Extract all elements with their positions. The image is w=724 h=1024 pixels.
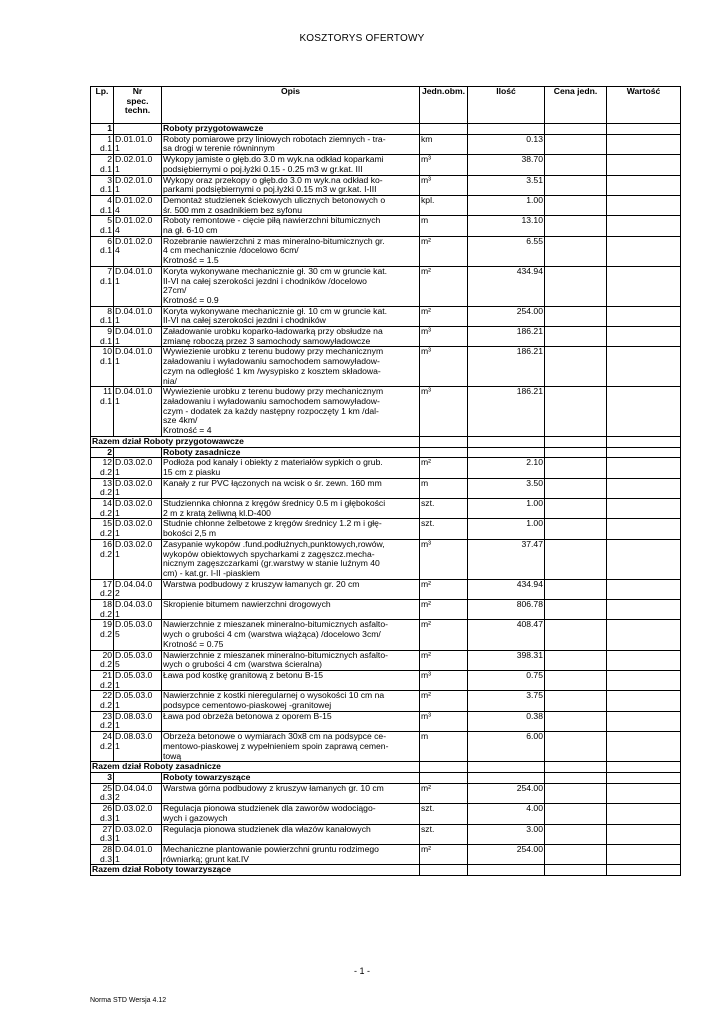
item-wartosc xyxy=(607,327,681,347)
header-wartosc: Wartość xyxy=(607,87,681,124)
table-row xyxy=(91,478,681,498)
item-lp: 23 d.2 xyxy=(91,711,114,731)
section-wartosc-cell xyxy=(607,773,681,784)
footer-version: Norma STD Wersja 4.12 xyxy=(90,997,167,1004)
item-wartosc xyxy=(607,266,681,306)
header-jednostka: Jedn.obm. xyxy=(420,87,468,124)
item-nr-spec: D.05.03.0 1 xyxy=(114,670,162,690)
table-row xyxy=(91,539,681,579)
item-jednostka: m² xyxy=(420,650,468,670)
section-row xyxy=(91,773,681,784)
item-ilosc: 3.51 xyxy=(468,175,545,195)
item-nr-spec: D.03.02.0 1 xyxy=(114,539,162,579)
item-jednostka: m³ xyxy=(420,387,468,437)
item-lp: 24 d.2 xyxy=(91,732,114,762)
item-lp: 10 d.1 xyxy=(91,347,114,387)
item-wartosc xyxy=(607,600,681,620)
section-jm-cell xyxy=(420,124,468,135)
item-cena-jedn xyxy=(545,783,607,803)
item-jednostka: kpl. xyxy=(420,195,468,215)
item-ilosc: 6.55 xyxy=(468,236,545,266)
item-ilosc: 1.00 xyxy=(468,499,545,519)
section-cena-cell xyxy=(545,773,607,784)
item-cena-jedn xyxy=(545,306,607,326)
item-wartosc xyxy=(607,691,681,711)
item-lp: 19 d.2 xyxy=(91,620,114,650)
item-ilosc: 434.94 xyxy=(468,579,545,599)
section-total-row xyxy=(91,762,681,773)
item-jednostka: m² xyxy=(420,620,468,650)
item-ilosc: 806.78 xyxy=(468,600,545,620)
section-total-label: Razem dział Roboty przygotowawcze xyxy=(91,436,420,447)
section-title: Roboty przygotowawcze xyxy=(162,124,420,135)
table-row xyxy=(91,519,681,539)
table-row xyxy=(91,783,681,803)
section-total-row xyxy=(91,865,681,876)
item-lp: 7 d.1 xyxy=(91,266,114,306)
item-jednostka: m³ xyxy=(420,327,468,347)
item-wartosc xyxy=(607,539,681,579)
item-wartosc xyxy=(607,478,681,498)
item-jednostka: szt. xyxy=(420,824,468,844)
item-opis: Roboty pomiarowe przy liniowych robotach ziemnych - tra- sa drogi w terenie równinnym xyxy=(162,134,420,154)
item-lp: 8 d.1 xyxy=(91,306,114,326)
item-jednostka: m² xyxy=(420,266,468,306)
section-number: 1 xyxy=(91,124,114,135)
item-opis: Nawierzchnie z mieszanek mineralno-bitumicznych asfalto- wych o grubości 4 cm (warstwa ścieralna) xyxy=(162,650,420,670)
item-nr-spec: D.08.03.0 1 xyxy=(114,732,162,762)
item-opis: Wywiezienie urobku z terenu budowy przy mechanicznym załadowaniu i wyładowaniu samochodem samowyładow- czym na odległość 1 km /wysypisko z kosztem składowa- nia/ xyxy=(162,347,420,387)
item-ilosc: 0.75 xyxy=(468,670,545,690)
item-lp: 5 d.1 xyxy=(91,216,114,236)
item-opis: Skropienie bitumem nawierzchni drogowych xyxy=(162,600,420,620)
item-opis: Warstwa podbudowy z kruszyw łamanych gr. 20 cm xyxy=(162,579,420,599)
item-wartosc xyxy=(607,306,681,326)
item-cena-jedn xyxy=(545,620,607,650)
total-wartosc-cell xyxy=(607,865,681,876)
item-lp: 26 d.3 xyxy=(91,804,114,824)
section-ilosc-cell xyxy=(468,124,545,135)
total-jm-cell xyxy=(420,865,468,876)
item-cena-jedn xyxy=(545,824,607,844)
item-jednostka: szt. xyxy=(420,519,468,539)
item-nr-spec: D.04.01.0 1 xyxy=(114,327,162,347)
item-cena-jedn xyxy=(545,175,607,195)
item-cena-jedn xyxy=(545,579,607,599)
item-jednostka: m² xyxy=(420,600,468,620)
item-jednostka: m² xyxy=(420,236,468,266)
section-ilosc-cell xyxy=(468,447,545,458)
total-ilosc-cell xyxy=(468,436,545,447)
item-cena-jedn xyxy=(545,478,607,498)
item-opis: Demontaż studzienek ściekowych ulicznych betonowych o śr. 500 mm z osadnikiem bez syfonu xyxy=(162,195,420,215)
item-opis: Studnie chłonne żelbetowe z kręgów średnicy 1.2 m i głę- bokości 2,5 m xyxy=(162,519,420,539)
item-cena-jedn xyxy=(545,195,607,215)
item-jednostka: m xyxy=(420,478,468,498)
section-jm-cell xyxy=(420,773,468,784)
item-wartosc xyxy=(607,519,681,539)
item-lp: 18 d.2 xyxy=(91,600,114,620)
item-opis: Koryta wykonywane mechanicznie gł. 30 cm w gruncie kat. II-VI na całej szerokości jezdni i chodników /docelowo 27cm/ Krotność = 0.9 xyxy=(162,266,420,306)
item-ilosc: 4.00 xyxy=(468,804,545,824)
item-opis: Nawierzchnie z kostki nieregularnej o wysokości 10 cm na podsypce cementowo-piaskowej -granitowej xyxy=(162,691,420,711)
section-cena-cell xyxy=(545,124,607,135)
item-nr-spec: D.03.02.0 1 xyxy=(114,804,162,824)
item-cena-jedn xyxy=(545,732,607,762)
item-cena-jedn xyxy=(545,266,607,306)
item-opis: Regulacja pionowa studzienek dla zaworów wodociągo- wych i gazowych xyxy=(162,804,420,824)
item-nr-spec: D.04.04.0 2 xyxy=(114,579,162,599)
item-ilosc: 1.00 xyxy=(468,519,545,539)
item-cena-jedn xyxy=(545,155,607,175)
item-cena-jedn xyxy=(545,327,607,347)
table-row xyxy=(91,458,681,478)
section-cena-cell xyxy=(545,447,607,458)
item-ilosc: 3.00 xyxy=(468,824,545,844)
item-lp: 2 d.1 xyxy=(91,155,114,175)
cost-estimate-table xyxy=(90,86,681,876)
header-nr-spec: Nr spec. techn. xyxy=(114,87,162,124)
section-total-row xyxy=(91,436,681,447)
table-row xyxy=(91,306,681,326)
item-nr-spec: D.02.01.0 1 xyxy=(114,175,162,195)
item-wartosc xyxy=(607,783,681,803)
item-lp: 17 d.2 xyxy=(91,579,114,599)
section-total-label: Razem dział Roboty zasadnicze xyxy=(91,762,420,773)
item-ilosc: 254.00 xyxy=(468,306,545,326)
item-cena-jedn xyxy=(545,347,607,387)
item-opis: Koryta wykonywane mechanicznie gł. 10 cm w gruncie kat. II-VI na całej szerokości jezdni i chodników xyxy=(162,306,420,326)
item-wartosc xyxy=(607,732,681,762)
item-cena-jedn xyxy=(545,804,607,824)
table-row xyxy=(91,195,681,215)
item-ilosc: 0.38 xyxy=(468,711,545,731)
item-jednostka: m² xyxy=(420,458,468,478)
table-row xyxy=(91,216,681,236)
item-wartosc xyxy=(607,347,681,387)
section-total-label: Razem dział Roboty towarzyszące xyxy=(91,865,420,876)
item-lp: 15 d.2 xyxy=(91,519,114,539)
total-cena-cell xyxy=(545,865,607,876)
item-cena-jedn xyxy=(545,650,607,670)
item-wartosc xyxy=(607,579,681,599)
item-ilosc: 2.10 xyxy=(468,458,545,478)
item-opis: Studziennka chłonna z kręgów średnicy 0.5 m i głębokości 2 m z kratą żeliwną kl.D-400 xyxy=(162,499,420,519)
item-cena-jedn xyxy=(545,539,607,579)
item-jednostka: szt. xyxy=(420,499,468,519)
total-jm-cell xyxy=(420,436,468,447)
item-ilosc: 186.21 xyxy=(468,387,545,437)
item-cena-jedn xyxy=(545,600,607,620)
item-nr-spec: D.02.01.0 1 xyxy=(114,155,162,175)
item-jednostka: m³ xyxy=(420,155,468,175)
item-nr-spec: D.03.02.0 1 xyxy=(114,458,162,478)
item-ilosc: 38.70 xyxy=(468,155,545,175)
page-title: KOSZTORYS OFERTOWY xyxy=(299,33,425,44)
item-jednostka: m² xyxy=(420,691,468,711)
item-ilosc: 186.21 xyxy=(468,327,545,347)
item-ilosc: 13.10 xyxy=(468,216,545,236)
item-nr-spec: D.05.03.0 1 xyxy=(114,691,162,711)
section-row xyxy=(91,447,681,458)
item-opis: Wykopy jamiste o głęb.do 3.0 m wyk.na odkład koparkami podsiębiernymi o poj.łyżki 0.15 - 0.25 m3 w gr.kat. III xyxy=(162,155,420,175)
item-nr-spec: D.03.02.0 1 xyxy=(114,824,162,844)
item-lp: 16 d.2 xyxy=(91,539,114,579)
item-jednostka: m² xyxy=(420,579,468,599)
item-opis: Roboty remontowe - cięcie piłą nawierzchni bitumicznych na gł. 6-10 cm xyxy=(162,216,420,236)
item-nr-spec: D.01.02.0 4 xyxy=(114,236,162,266)
item-opis: Zasypanie wykopów .fund.podłużnych,punktowych,rowów, wykopów obiektowych spycharkami z zagęszcz.mecha- nicznym zagęszczarkami (gr.warstwy w stanie luźnym 40 cm) - kat.gr. I-II -piaskiem xyxy=(162,539,420,579)
item-opis: Rozebranie nawierzchni z mas mineralno-bitumicznych gr. 4 cm mechanicznie /docelowo 6cm/ Krotność = 1.5 xyxy=(162,236,420,266)
item-jednostka: m² xyxy=(420,306,468,326)
header-opis: Opis xyxy=(162,87,420,124)
item-jednostka: m³ xyxy=(420,670,468,690)
table-row xyxy=(91,804,681,824)
table-row xyxy=(91,327,681,347)
item-ilosc: 3.50 xyxy=(468,478,545,498)
item-jednostka: m³ xyxy=(420,711,468,731)
item-wartosc xyxy=(607,155,681,175)
item-ilosc: 398.31 xyxy=(468,650,545,670)
item-lp: 6 d.1 xyxy=(91,236,114,266)
item-opis: Mechaniczne plantowanie powierzchni gruntu rodzimego równiarką; grunt kat.IV xyxy=(162,844,420,864)
item-wartosc xyxy=(607,387,681,437)
item-jednostka: m² xyxy=(420,783,468,803)
item-cena-jedn xyxy=(545,711,607,731)
item-jednostka: m³ xyxy=(420,347,468,387)
item-wartosc xyxy=(607,804,681,824)
total-ilosc-cell xyxy=(468,865,545,876)
item-lp: 28 d.3 xyxy=(91,844,114,864)
header-ilosc: Ilość xyxy=(468,87,545,124)
item-lp: 1 d.1 xyxy=(91,134,114,154)
total-cena-cell xyxy=(545,762,607,773)
item-lp: 25 d.3 xyxy=(91,783,114,803)
item-opis: Kanały z rur PVC łączonych na wcisk o śr. zewn. 160 mm xyxy=(162,478,420,498)
item-cena-jedn xyxy=(545,216,607,236)
table-row xyxy=(91,175,681,195)
table-row xyxy=(91,650,681,670)
page-number: - 1 - xyxy=(353,966,370,976)
table-header xyxy=(91,87,681,124)
table-row xyxy=(91,236,681,266)
item-ilosc: 6.00 xyxy=(468,732,545,762)
item-lp: 9 d.1 xyxy=(91,327,114,347)
item-nr-spec: D.03.02.0 1 xyxy=(114,499,162,519)
item-ilosc: 254.00 xyxy=(468,844,545,864)
item-lp: 21 d.2 xyxy=(91,670,114,690)
item-opis: Obrzeża betonowe o wymiarach 30x8 cm na podsypce ce- mentowo-piaskowej z wypełnieniem spoin zaprawą cemen- tową xyxy=(162,732,420,762)
table-row xyxy=(91,155,681,175)
section-jm-cell xyxy=(420,447,468,458)
item-opis: Nawierzchnie z mieszanek mineralno-bitumicznych asfalto- wych o grubości 4 cm (warstwa wiążąca) /docelowo 3cm/ Krotność = 0.75 xyxy=(162,620,420,650)
section-number: 3 xyxy=(91,773,114,784)
table-row xyxy=(91,134,681,154)
item-lp: 4 d.1 xyxy=(91,195,114,215)
item-wartosc xyxy=(607,134,681,154)
item-nr-spec: D.03.02.0 1 xyxy=(114,478,162,498)
item-wartosc xyxy=(607,844,681,864)
item-nr-spec: D.03.02.0 1 xyxy=(114,519,162,539)
item-ilosc: 408.47 xyxy=(468,620,545,650)
table-row xyxy=(91,620,681,650)
item-wartosc xyxy=(607,499,681,519)
item-nr-spec: D.04.01.0 1 xyxy=(114,306,162,326)
table-row xyxy=(91,387,681,437)
header-cena: Cena jedn. xyxy=(545,87,607,124)
item-wartosc xyxy=(607,824,681,844)
table-row xyxy=(91,732,681,762)
item-nr-spec: D.04.03.0 1 xyxy=(114,600,162,620)
item-opis: Warstwa górna podbudowy z kruszyw łamanych gr. 10 cm xyxy=(162,783,420,803)
section-title: Roboty zasadnicze xyxy=(162,447,420,458)
table-row xyxy=(91,711,681,731)
item-nr-spec: D.01.02.0 4 xyxy=(114,216,162,236)
item-lp: 14 d.2 xyxy=(91,499,114,519)
item-opis: Załadowanie urobku koparko-ładowarką przy obsłudze na zmianę roboczą przez 3 samochody samowyładowcze xyxy=(162,327,420,347)
item-cena-jedn xyxy=(545,387,607,437)
item-wartosc xyxy=(607,650,681,670)
table-row xyxy=(91,266,681,306)
item-cena-jedn xyxy=(545,844,607,864)
item-nr-spec: D.05.03.0 5 xyxy=(114,650,162,670)
item-lp: 11 d.1 xyxy=(91,387,114,437)
item-lp: 20 d.2 xyxy=(91,650,114,670)
item-nr-spec: D.08.03.0 1 xyxy=(114,711,162,731)
item-nr-spec: D.04.01.0 1 xyxy=(114,844,162,864)
item-ilosc: 186.21 xyxy=(468,347,545,387)
total-jm-cell xyxy=(420,762,468,773)
table-row xyxy=(91,844,681,864)
item-opis: Ława pod kostkę granitową z betonu B-15 xyxy=(162,670,420,690)
total-wartosc-cell xyxy=(607,436,681,447)
item-lp: 13 d.2 xyxy=(91,478,114,498)
total-cena-cell xyxy=(545,436,607,447)
total-wartosc-cell xyxy=(607,762,681,773)
item-ilosc: 434.94 xyxy=(468,266,545,306)
item-cena-jedn xyxy=(545,458,607,478)
item-cena-jedn xyxy=(545,670,607,690)
item-opis: Wykopy oraz przekopy o głęb.do 3.0 m wyk.na odkład ko- parkami podsiębiernymi o poj.łyżki 0.15 m3 w gr.kat. I-III xyxy=(162,175,420,195)
table-body xyxy=(91,124,681,876)
table-row xyxy=(91,600,681,620)
item-wartosc xyxy=(607,236,681,266)
section-nr-cell xyxy=(114,447,162,458)
table-row xyxy=(91,347,681,387)
item-jednostka: m² xyxy=(420,844,468,864)
item-opis: Wywiezienie urobku z terenu budowy przy mechanicznym załadowaniu i wyładowaniu samochodem samowyładow- czym - dodatek za każdy następny rozpoczęty 1 km /dal- sze 4km/ Krotność = 4 xyxy=(162,387,420,437)
item-jednostka: m³ xyxy=(420,539,468,579)
item-lp: 12 d.2 xyxy=(91,458,114,478)
table-row xyxy=(91,579,681,599)
item-lp: 3 d.1 xyxy=(91,175,114,195)
item-nr-spec: D.05.03.0 5 xyxy=(114,620,162,650)
section-wartosc-cell xyxy=(607,447,681,458)
section-wartosc-cell xyxy=(607,124,681,135)
section-number: 2 xyxy=(91,447,114,458)
section-title: Roboty towarzyszące xyxy=(162,773,420,784)
item-wartosc xyxy=(607,458,681,478)
item-ilosc: 37.47 xyxy=(468,539,545,579)
item-ilosc: 3.75 xyxy=(468,691,545,711)
item-jednostka: m³ xyxy=(420,175,468,195)
item-wartosc xyxy=(607,711,681,731)
item-wartosc xyxy=(607,195,681,215)
item-jednostka: m xyxy=(420,732,468,762)
item-nr-spec: D.04.01.0 1 xyxy=(114,387,162,437)
section-nr-cell xyxy=(114,773,162,784)
item-ilosc: 1.00 xyxy=(468,195,545,215)
item-cena-jedn xyxy=(545,519,607,539)
section-ilosc-cell xyxy=(468,773,545,784)
item-cena-jedn xyxy=(545,134,607,154)
item-wartosc xyxy=(607,216,681,236)
item-ilosc: 254.00 xyxy=(468,783,545,803)
item-nr-spec: D.01.01.0 1 xyxy=(114,134,162,154)
item-jednostka: szt. xyxy=(420,804,468,824)
item-wartosc xyxy=(607,175,681,195)
table-row xyxy=(91,691,681,711)
item-nr-spec: D.04.01.0 1 xyxy=(114,347,162,387)
item-wartosc xyxy=(607,670,681,690)
item-cena-jedn xyxy=(545,691,607,711)
item-opis: Podłoża pod kanały i obiekty z materiałów sypkich o grub. 15 cm z piasku xyxy=(162,458,420,478)
item-lp: 22 d.2 xyxy=(91,691,114,711)
item-jednostka: km xyxy=(420,134,468,154)
section-row xyxy=(91,124,681,135)
item-nr-spec: D.04.04.0 2 xyxy=(114,783,162,803)
table-row xyxy=(91,824,681,844)
item-cena-jedn xyxy=(545,499,607,519)
total-ilosc-cell xyxy=(468,762,545,773)
item-ilosc: 0.13 xyxy=(468,134,545,154)
item-lp: 27 d.3 xyxy=(91,824,114,844)
item-opis: Regulacja pionowa studzienek dla włazów kanałowych xyxy=(162,824,420,844)
table-row xyxy=(91,499,681,519)
section-nr-cell xyxy=(114,124,162,135)
item-nr-spec: D.01.02.0 4 xyxy=(114,195,162,215)
table-row xyxy=(91,670,681,690)
item-opis: Ława pod obrzeża betonowa z oporem B-15 xyxy=(162,711,420,731)
item-cena-jedn xyxy=(545,236,607,266)
item-wartosc xyxy=(607,620,681,650)
header-lp: Lp. xyxy=(91,87,114,124)
item-nr-spec: D.04.01.0 1 xyxy=(114,266,162,306)
item-jednostka: m xyxy=(420,216,468,236)
